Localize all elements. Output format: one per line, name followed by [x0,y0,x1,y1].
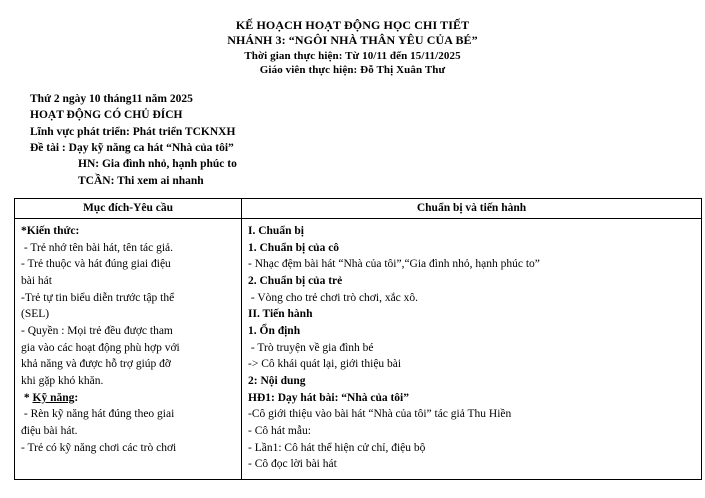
preparation-line: -Cô giới thiệu vào bài hát “Nhà của tôi” tác giả Thu Hiền [248,408,512,421]
column-header-preparation: Chuẩn bị và tiến hành [242,198,702,218]
cell-objectives [15,218,242,479]
preparation-line: 1. Ổn định [248,324,301,337]
objectives-line: - Trẻ nhớ tên bài hát, tên tác giả. [21,241,174,254]
table-header-row [15,198,702,218]
header-teacher: Giáo viên thực hiện: Đỗ Thị Xuân Thư [259,63,446,76]
header-timeframe: Thời gian thực hiện: Từ 10/11 đến 15/11/2025 [244,49,461,62]
objectives-line: gia vào các hoạt động phù hợp với [21,341,180,354]
preparation-line: -> Cô khái quát lại, giới thiệu bài [248,358,402,371]
header-title-line2: NHÁNH 3: “NGÔI NHÀ THÂN YÊU CỦA BÉ” [227,33,478,48]
preparation-line: - Vòng cho trẻ chơi trò chơi, xắc xô. [248,291,419,304]
meta-tcan: TCẦN: Thi xem ai nhanh [78,174,204,187]
meta-hn: HN: Gia đình nhỏ, hạnh phúc to [78,158,237,171]
objectives-underlined-text: Kỹ năng [32,391,75,404]
objectives-line: bài hát [21,274,52,287]
objectives-line: khi gặp khó khăn. [21,374,104,387]
objectives-line: - Trẻ thuộc và hát đúng giai điệu [21,258,171,271]
preparation-line: - Cô đọc lời bài hát [248,458,337,471]
column-header-objectives: Mục đích-Yêu cầu [15,198,242,218]
preparation-line: 2: Nội dung [248,374,306,387]
preparation-line: HĐ1: Dạy hát bài: “Nhà của tôi” [248,391,410,404]
preparation-line: II. Tiến hành [248,308,313,321]
plan-table [14,198,702,480]
document-meta [14,91,691,189]
preparation-line: - Cô hát mẫu: [248,424,311,437]
document-header [14,18,691,77]
cell-preparation [242,218,702,479]
preparation-line: I. Chuẩn bị [248,224,304,237]
objectives-line: điệu bài hát. [21,424,78,437]
header-title-line1: KẾ HOẠCH HOẠT ĐỘNG HỌC CHI TIẾT [235,18,470,32]
preparation-line: - Nhạc đệm bài hát “Nhà của tôi”,“Gia đình nhỏ, hạnh phúc to” [248,258,540,271]
meta-field: Lĩnh vực phát triển: Phát triển TCKNXH [30,125,236,138]
preparation-line: - Lần1: Cô hát thể hiện cử chỉ, điệu bộ [248,441,426,454]
meta-activity: HOẠT ĐỘNG CÓ CHỦ ĐÍCH [30,109,183,122]
objectives-line: - Quyền : Mọi trẻ đều được tham [21,324,173,337]
meta-date: Thứ 2 ngày 10 tháng11 năm 2025 [30,92,193,105]
objectives-line: -Trẻ tự tin biểu diễn trước tập thể [21,291,175,304]
table-row [15,218,702,479]
objectives-line: * Kỹ năng: [21,391,79,404]
preparation-line: 2. Chuẩn bị của trẻ [248,274,343,287]
meta-topic: Đề tài : Dạy kỹ năng ca hát “Nhà của tôi” [30,141,234,154]
preparation-line: - Trò truyện về gia đình bé [248,341,374,354]
objectives-line: (SEL) [21,308,50,321]
preparation-line: 1. Chuẩn bị của cô [248,241,340,254]
objectives-line: - Rèn kỹ năng hát đúng theo giai [21,408,175,421]
objectives-line: khả năng và được hỗ trợ giúp đỡ [21,358,171,371]
objectives-line: - Trẻ có kỹ năng chơi các trò chơi [21,441,177,454]
objectives-line: *Kiến thức: [21,224,80,237]
